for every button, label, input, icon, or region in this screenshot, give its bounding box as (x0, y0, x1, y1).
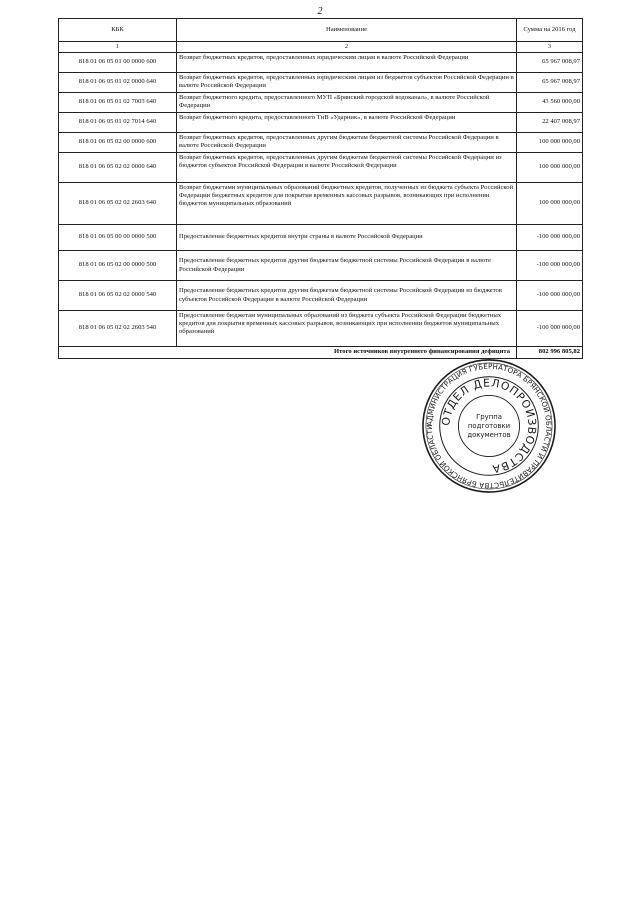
column-number-row (59, 42, 583, 53)
table-row (59, 281, 583, 311)
table-row (59, 53, 583, 73)
kbk-code: 818 01 06 05 02 02 2603 640 (59, 183, 177, 225)
stamp-center-line: Группа (476, 413, 502, 422)
kbk-code: 818 01 06 05 02 00 0000 600 (59, 133, 177, 153)
kbk-code: 818 01 06 05 01 02 0000 640 (59, 73, 177, 93)
kbk-code: 818 01 06 05 01 00 0000 600 (59, 53, 177, 73)
table-row (59, 311, 583, 347)
stamp-center-line: документов (467, 430, 511, 439)
item-amount: 22 407 008,97 (517, 113, 583, 133)
item-amount: 100 000 000,00 (517, 183, 583, 225)
item-name: Предоставление бюджетам муниципальных образований из бюджета субъекта Российской Федерации бюджетных кредитов для покрытия временных кассовых разрывов, возникающих при исполнении бюджетов муниципальных образований (177, 311, 517, 347)
total-label: Итого источников внутреннего финансирования дефицита (59, 347, 517, 359)
item-amount: 43 560 000,00 (517, 93, 583, 113)
stamp-center-line: подготовки (467, 421, 511, 430)
item-name: Предоставление бюджетных кредитов другим бюджетам бюджетной системы Российской Федерации из бюджетов субъектов Российской Федерации в валюте Российской Федерации (177, 281, 517, 311)
table-row (59, 113, 583, 133)
kbk-code: 818 01 06 05 02 02 2603 540 (59, 311, 177, 347)
table-row (59, 183, 583, 225)
kbk-code: 818 01 06 05 02 02 0000 540 (59, 281, 177, 311)
table-row (59, 133, 583, 153)
item-amount: 65 967 008,97 (517, 73, 583, 93)
table-body (59, 53, 583, 359)
item-name: Предоставление бюджетных кредитов другим бюджетам бюджетной системы Российской Федерации в валюте Российской Федерации (177, 251, 517, 281)
table-row (59, 225, 583, 251)
item-name: Возврат бюджетами муниципальных образований бюджетных кредитов, полученных из бюджета субъекта Российской Федерации бюджетных кредитов для покрытия временных кассовых разрывов, возникающих при исполнении бюджетов муниципальных образований (177, 183, 517, 225)
item-amount: 65 967 008,97 (517, 53, 583, 73)
header-kbk: КБК (59, 19, 177, 42)
table-row (59, 251, 583, 281)
item-name: Возврат бюджетного кредита, предоставленного МУП «Брянский городской водоканал», в валюте Российской Федерации (177, 93, 517, 113)
kbk-code: 818 01 06 05 01 02 7014 640 (59, 113, 177, 133)
header-name: Наименование (177, 19, 517, 42)
kbk-code: 818 01 06 05 01 02 7003 640 (59, 93, 177, 113)
column-number: 1 (59, 42, 177, 53)
page-number: 2 (317, 6, 323, 17)
item-amount: -100 000 000,00 (517, 281, 583, 311)
kbk-code: 818 01 06 05 02 02 0000 640 (59, 153, 177, 183)
header-amount: Сумма на 2016 год (517, 19, 583, 42)
item-amount: 100 000 000,00 (517, 153, 583, 183)
table-row (59, 73, 583, 93)
item-name: Возврат бюджетных кредитов, предоставленных юридическим лицам из бюджетов субъектов Российской Федерации в валюте Российской Федерации (177, 73, 517, 93)
total-amount: 802 996 805,82 (517, 347, 583, 359)
kbk-code: 818 01 06 05 02 00 0000 500 (59, 251, 177, 281)
column-number: 3 (517, 42, 583, 53)
stamp-outer-text: АДМИНИСТРАЦИЯ ГУБЕРНАТОРА БРЯНСКОЙ ОБЛАСТИ И ПРАВИТЕЛЬСТВА БРЯНСКОЙ ОБЛАСТИ (424, 361, 554, 491)
item-amount: -100 000 000,00 (517, 251, 583, 281)
column-number: 2 (177, 42, 517, 53)
sources-financing-table (58, 18, 583, 359)
item-amount: -100 000 000,00 (517, 311, 583, 347)
item-name: Возврат бюджетных кредитов, предоставленных юридическим лицам в валюте Российской Федерации (177, 53, 517, 73)
item-name: Возврат бюджетного кредита, предоставленного ТнВ «Ударник», в валюте Российской Федерации (177, 113, 517, 133)
item-name: Возврат бюджетных кредитов, предоставленных другим бюджетам бюджетной системы Российской Федерации в валюте Российской Федерации (177, 133, 517, 153)
item-amount: 100 000 000,00 (517, 133, 583, 153)
table-header-row (59, 19, 583, 42)
table-row (59, 93, 583, 113)
table-row (59, 153, 583, 183)
stamp-middle-text: ОТДЕЛ ДЕЛОПРОИЗВОДСТВА (439, 376, 539, 476)
official-stamp (420, 357, 558, 495)
kbk-code: 818 01 06 05 00 00 0000 500 (59, 225, 177, 251)
item-name: Возврат бюджетных кредитов, предоставленных другим бюджетам бюджетной системы Российской Федерации из бюджетов субъектов Российской Федерации в валюте Российской Федерации (177, 153, 517, 183)
item-name: Предоставление бюджетных кредитов внутри страны в валюте Российской Федерации (177, 225, 517, 251)
item-amount: -100 000 000,00 (517, 225, 583, 251)
